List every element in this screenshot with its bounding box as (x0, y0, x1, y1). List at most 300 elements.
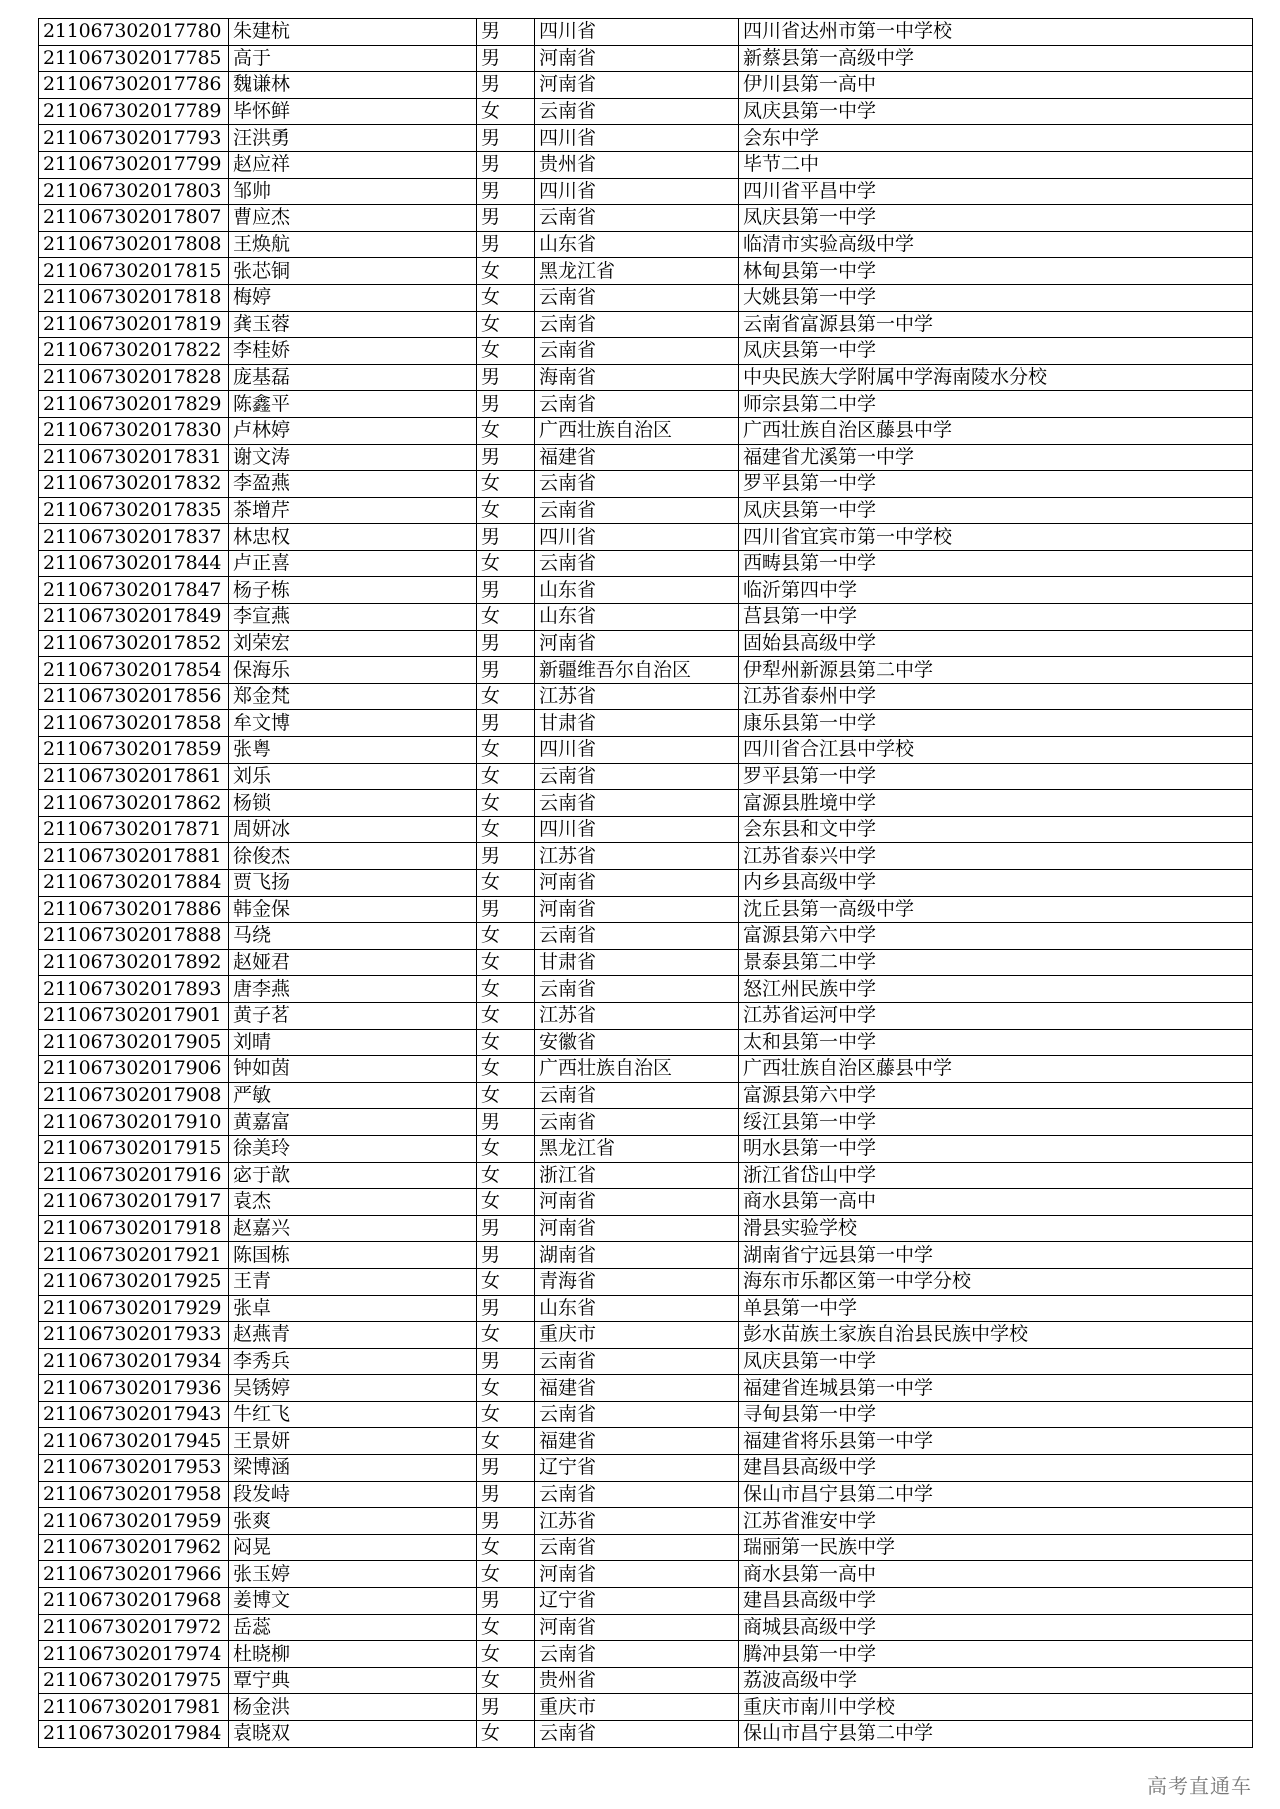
cell-province: 山东省 (535, 231, 739, 258)
cell-gender: 女 (477, 258, 535, 285)
table-row (39, 630, 1253, 657)
cell-province: 四川省 (535, 19, 739, 46)
cell-id: 211067302017962 (39, 1534, 229, 1561)
cell-school: 凤庆县第一中学 (739, 205, 1253, 232)
cell-gender: 男 (477, 896, 535, 923)
cell-gender: 男 (477, 231, 535, 258)
cell-gender: 女 (477, 1056, 535, 1083)
cell-id: 211067302017905 (39, 1029, 229, 1056)
cell-school: 罗平县第一中学 (739, 471, 1253, 498)
cell-name: 龚玉蓉 (229, 311, 477, 338)
cell-school: 湖南省宁远县第一中学 (739, 1242, 1253, 1269)
cell-province: 山东省 (535, 577, 739, 604)
cell-school: 彭水苗族土家族自治县民族中学校 (739, 1322, 1253, 1349)
cell-province: 河南省 (535, 870, 739, 897)
cell-province: 云南省 (535, 1401, 739, 1428)
cell-id: 211067302017859 (39, 737, 229, 764)
cell-name: 贾飞扬 (229, 870, 477, 897)
cell-school: 福建省连城县第一中学 (739, 1375, 1253, 1402)
cell-province: 福建省 (535, 444, 739, 471)
cell-province: 江苏省 (535, 1002, 739, 1029)
cell-gender: 男 (477, 72, 535, 99)
cell-province: 山东省 (535, 604, 739, 631)
cell-name: 黄嘉富 (229, 1109, 477, 1136)
table-row (39, 231, 1253, 258)
cell-id: 211067302017888 (39, 923, 229, 950)
cell-id: 211067302017780 (39, 19, 229, 46)
cell-gender: 女 (477, 1162, 535, 1189)
cell-school: 师宗县第二中学 (739, 391, 1253, 418)
cell-id: 211067302017858 (39, 710, 229, 737)
cell-id: 211067302017785 (39, 45, 229, 72)
table-row (39, 843, 1253, 870)
cell-id: 211067302017966 (39, 1561, 229, 1588)
cell-id: 211067302017886 (39, 896, 229, 923)
table-row (39, 923, 1253, 950)
cell-name: 黄子茗 (229, 1002, 477, 1029)
table-row (39, 604, 1253, 631)
cell-school: 建昌县高级中学 (739, 1455, 1253, 1482)
cell-school: 西畴县第一中学 (739, 550, 1253, 577)
cell-school: 会东县和文中学 (739, 816, 1253, 843)
cell-school: 荔波高级中学 (739, 1667, 1253, 1694)
cell-name: 赵嘉兴 (229, 1215, 477, 1242)
cell-name: 王焕航 (229, 231, 477, 258)
cell-gender: 女 (477, 870, 535, 897)
cell-province: 广西壮族自治区 (535, 1056, 739, 1083)
cell-name: 刘乐 (229, 763, 477, 790)
cell-school: 江苏省泰兴中学 (739, 843, 1253, 870)
cell-id: 211067302017934 (39, 1348, 229, 1375)
cell-school: 建昌县高级中学 (739, 1588, 1253, 1615)
cell-school: 江苏省泰州中学 (739, 683, 1253, 710)
table-row (39, 550, 1253, 577)
cell-province: 浙江省 (535, 1162, 739, 1189)
cell-name: 徐美玲 (229, 1135, 477, 1162)
cell-province: 江苏省 (535, 1508, 739, 1535)
cell-school: 四川省达州市第一中学校 (739, 19, 1253, 46)
cell-province: 云南省 (535, 311, 739, 338)
cell-province: 江苏省 (535, 843, 739, 870)
cell-province: 云南省 (535, 284, 739, 311)
cell-province: 河南省 (535, 630, 739, 657)
table-row (39, 1002, 1253, 1029)
cell-id: 211067302017884 (39, 870, 229, 897)
cell-gender: 女 (477, 1641, 535, 1668)
cell-gender: 女 (477, 1667, 535, 1694)
cell-school: 单县第一中学 (739, 1295, 1253, 1322)
cell-gender: 男 (477, 444, 535, 471)
cell-name: 钟如茵 (229, 1056, 477, 1083)
cell-name: 牛红飞 (229, 1401, 477, 1428)
cell-name: 李秀兵 (229, 1348, 477, 1375)
cell-id: 211067302017929 (39, 1295, 229, 1322)
cell-gender: 男 (477, 1508, 535, 1535)
table-row (39, 1189, 1253, 1216)
cell-school: 云南省富源县第一中学 (739, 311, 1253, 338)
cell-province: 四川省 (535, 178, 739, 205)
cell-gender: 女 (477, 790, 535, 817)
table-row (39, 1667, 1253, 1694)
cell-id: 211067302017945 (39, 1428, 229, 1455)
cell-school: 中央民族大学附属中学海南陵水分校 (739, 364, 1253, 391)
cell-school: 伊川县第一高中 (739, 72, 1253, 99)
cell-name: 高于 (229, 45, 477, 72)
cell-province: 甘肃省 (535, 949, 739, 976)
cell-province: 云南省 (535, 1481, 739, 1508)
cell-province: 海南省 (535, 364, 739, 391)
cell-school: 浙江省岱山中学 (739, 1162, 1253, 1189)
cell-gender: 女 (477, 923, 535, 950)
cell-school: 海东市乐都区第一中学分校 (739, 1268, 1253, 1295)
cell-name: 段发峙 (229, 1481, 477, 1508)
cell-province: 青海省 (535, 1268, 739, 1295)
table-row (39, 870, 1253, 897)
cell-gender: 女 (477, 949, 535, 976)
cell-school: 会东中学 (739, 125, 1253, 152)
table-row (39, 1508, 1253, 1535)
cell-school: 江苏省运河中学 (739, 1002, 1253, 1029)
table-row (39, 284, 1253, 311)
cell-id: 211067302017862 (39, 790, 229, 817)
cell-school: 大姚县第一中学 (739, 284, 1253, 311)
cell-id: 211067302017871 (39, 816, 229, 843)
cell-gender: 女 (477, 550, 535, 577)
table-row (39, 1162, 1253, 1189)
cell-id: 211067302017968 (39, 1588, 229, 1615)
cell-name: 张芯铜 (229, 258, 477, 285)
cell-school: 商水县第一高中 (739, 1561, 1253, 1588)
cell-province: 云南省 (535, 497, 739, 524)
cell-name: 杨锁 (229, 790, 477, 817)
cell-gender: 女 (477, 471, 535, 498)
cell-school: 广西壮族自治区藤县中学 (739, 1056, 1253, 1083)
table-row (39, 311, 1253, 338)
cell-id: 211067302017910 (39, 1109, 229, 1136)
cell-gender: 女 (477, 1614, 535, 1641)
cell-id: 211067302017901 (39, 1002, 229, 1029)
table-row (39, 1401, 1253, 1428)
cell-id: 211067302017984 (39, 1721, 229, 1748)
cell-province: 黑龙江省 (535, 258, 739, 285)
cell-province: 江苏省 (535, 683, 739, 710)
cell-gender: 男 (477, 19, 535, 46)
table-row (39, 524, 1253, 551)
cell-name: 岳蕊 (229, 1614, 477, 1641)
cell-school: 凤庆县第一中学 (739, 98, 1253, 125)
cell-id: 211067302017815 (39, 258, 229, 285)
table-row (39, 976, 1253, 1003)
cell-id: 211067302017915 (39, 1135, 229, 1162)
cell-province: 黑龙江省 (535, 1135, 739, 1162)
cell-province: 河南省 (535, 1614, 739, 1641)
cell-id: 211067302017933 (39, 1322, 229, 1349)
cell-gender: 女 (477, 417, 535, 444)
cell-gender: 女 (477, 1428, 535, 1455)
cell-province: 云南省 (535, 1721, 739, 1748)
student-roster-table (38, 18, 1253, 1748)
cell-id: 211067302017906 (39, 1056, 229, 1083)
table-row (39, 338, 1253, 365)
cell-id: 211067302017819 (39, 311, 229, 338)
cell-school: 罗平县第一中学 (739, 763, 1253, 790)
table-row (39, 45, 1253, 72)
table-row (39, 1029, 1253, 1056)
cell-school: 腾冲县第一中学 (739, 1641, 1253, 1668)
cell-province: 云南省 (535, 1348, 739, 1375)
cell-province: 云南省 (535, 923, 739, 950)
cell-gender: 女 (477, 976, 535, 1003)
cell-name: 谢文涛 (229, 444, 477, 471)
cell-gender: 男 (477, 1694, 535, 1721)
cell-gender: 男 (477, 524, 535, 551)
cell-name: 袁晓双 (229, 1721, 477, 1748)
cell-province: 重庆市 (535, 1322, 739, 1349)
cell-province: 云南省 (535, 1641, 739, 1668)
cell-name: 梅婷 (229, 284, 477, 311)
cell-id: 211067302017837 (39, 524, 229, 551)
table-row (39, 125, 1253, 152)
cell-province: 云南省 (535, 976, 739, 1003)
cell-province: 福建省 (535, 1428, 739, 1455)
cell-school: 寻甸县第一中学 (739, 1401, 1253, 1428)
cell-name: 保海乐 (229, 657, 477, 684)
cell-school: 怒江州民族中学 (739, 976, 1253, 1003)
cell-name: 刘晴 (229, 1029, 477, 1056)
table-row (39, 896, 1253, 923)
table-row (39, 417, 1253, 444)
cell-name: 林忠权 (229, 524, 477, 551)
cell-name: 韩金保 (229, 896, 477, 923)
cell-province: 甘肃省 (535, 710, 739, 737)
cell-gender: 女 (477, 311, 535, 338)
cell-id: 211067302017835 (39, 497, 229, 524)
cell-gender: 男 (477, 1481, 535, 1508)
cell-name: 郑金梵 (229, 683, 477, 710)
cell-id: 211067302017881 (39, 843, 229, 870)
table-row (39, 949, 1253, 976)
cell-id: 211067302017916 (39, 1162, 229, 1189)
cell-gender: 男 (477, 843, 535, 870)
cell-province: 云南省 (535, 391, 739, 418)
cell-province: 云南省 (535, 471, 739, 498)
cell-gender: 男 (477, 577, 535, 604)
cell-name: 张玉婷 (229, 1561, 477, 1588)
cell-school: 富源县第六中学 (739, 1082, 1253, 1109)
cell-province: 河南省 (535, 1189, 739, 1216)
cell-gender: 男 (477, 205, 535, 232)
cell-gender: 男 (477, 1215, 535, 1242)
cell-id: 211067302017893 (39, 976, 229, 1003)
cell-name: 王景妍 (229, 1428, 477, 1455)
cell-id: 211067302017925 (39, 1268, 229, 1295)
cell-gender: 女 (477, 1189, 535, 1216)
table-row (39, 19, 1253, 46)
cell-name: 张爽 (229, 1508, 477, 1535)
table-row (39, 737, 1253, 764)
cell-name: 李宣燕 (229, 604, 477, 631)
cell-school: 保山市昌宁县第二中学 (739, 1721, 1253, 1748)
cell-school: 沈丘县第一高级中学 (739, 896, 1253, 923)
cell-gender: 女 (477, 1561, 535, 1588)
cell-province: 福建省 (535, 1375, 739, 1402)
cell-gender: 男 (477, 1242, 535, 1269)
cell-gender: 男 (477, 1348, 535, 1375)
cell-gender: 女 (477, 1401, 535, 1428)
cell-school: 凤庆县第一中学 (739, 497, 1253, 524)
cell-school: 林甸县第一中学 (739, 258, 1253, 285)
table-row (39, 657, 1253, 684)
table-row (39, 471, 1253, 498)
cell-gender: 女 (477, 763, 535, 790)
cell-name: 李盈燕 (229, 471, 477, 498)
cell-id: 211067302017917 (39, 1189, 229, 1216)
cell-province: 贵州省 (535, 151, 739, 178)
cell-province: 云南省 (535, 1534, 739, 1561)
cell-province: 河南省 (535, 1215, 739, 1242)
cell-gender: 男 (477, 1109, 535, 1136)
cell-school: 莒县第一中学 (739, 604, 1253, 631)
cell-id: 211067302017943 (39, 1401, 229, 1428)
table-row (39, 258, 1253, 285)
cell-id: 211067302017831 (39, 444, 229, 471)
cell-gender: 女 (477, 816, 535, 843)
table-row (39, 1082, 1253, 1109)
cell-name: 杨金洪 (229, 1694, 477, 1721)
table-row (39, 364, 1253, 391)
cell-name: 王青 (229, 1268, 477, 1295)
cell-province: 四川省 (535, 125, 739, 152)
cell-school: 凤庆县第一中学 (739, 338, 1253, 365)
cell-school: 景泰县第二中学 (739, 949, 1253, 976)
table-row (39, 1481, 1253, 1508)
cell-school: 商城县高级中学 (739, 1614, 1253, 1641)
cell-province: 云南省 (535, 98, 739, 125)
cell-school: 康乐县第一中学 (739, 710, 1253, 737)
cell-province: 安徽省 (535, 1029, 739, 1056)
cell-id: 211067302017958 (39, 1481, 229, 1508)
cell-province: 云南省 (535, 790, 739, 817)
cell-school: 临清市实验高级中学 (739, 231, 1253, 258)
table-row (39, 205, 1253, 232)
cell-name: 邹帅 (229, 178, 477, 205)
cell-gender: 男 (477, 630, 535, 657)
cell-id: 211067302017849 (39, 604, 229, 631)
cell-id: 211067302017844 (39, 550, 229, 577)
cell-school: 绥江县第一中学 (739, 1109, 1253, 1136)
cell-name: 马绕 (229, 923, 477, 950)
cell-gender: 女 (477, 683, 535, 710)
table-row (39, 710, 1253, 737)
cell-id: 211067302017799 (39, 151, 229, 178)
table-row (39, 497, 1253, 524)
cell-name: 李桂娇 (229, 338, 477, 365)
watermark-text: 高考直通车 (1147, 1774, 1252, 1798)
cell-name: 赵燕青 (229, 1322, 477, 1349)
cell-id: 211067302017854 (39, 657, 229, 684)
cell-school: 伊犁州新源县第二中学 (739, 657, 1253, 684)
table-row (39, 1056, 1253, 1083)
cell-province: 辽宁省 (535, 1455, 739, 1482)
cell-id: 211067302017972 (39, 1614, 229, 1641)
cell-name: 朱建杭 (229, 19, 477, 46)
cell-province: 云南省 (535, 763, 739, 790)
cell-id: 211067302017974 (39, 1641, 229, 1668)
cell-school: 保山市昌宁县第二中学 (739, 1481, 1253, 1508)
cell-gender: 男 (477, 178, 535, 205)
cell-name: 茶增芹 (229, 497, 477, 524)
cell-province: 广西壮族自治区 (535, 417, 739, 444)
cell-gender: 女 (477, 338, 535, 365)
cell-gender: 女 (477, 497, 535, 524)
cell-gender: 女 (477, 1322, 535, 1349)
cell-id: 211067302017892 (39, 949, 229, 976)
cell-gender: 男 (477, 391, 535, 418)
table-row (39, 1588, 1253, 1615)
cell-school: 滑县实验学校 (739, 1215, 1253, 1242)
cell-school: 富源县胜境中学 (739, 790, 1253, 817)
table-row (39, 683, 1253, 710)
cell-name: 徐俊杰 (229, 843, 477, 870)
cell-school: 内乡县高级中学 (739, 870, 1253, 897)
cell-province: 云南省 (535, 1082, 739, 1109)
cell-id: 211067302017829 (39, 391, 229, 418)
cell-gender: 男 (477, 1455, 535, 1482)
table-row (39, 1135, 1253, 1162)
cell-name: 张卓 (229, 1295, 477, 1322)
cell-name: 张粤 (229, 737, 477, 764)
table-row (39, 1561, 1253, 1588)
cell-gender: 女 (477, 604, 535, 631)
cell-name: 赵应祥 (229, 151, 477, 178)
cell-name: 周妍冰 (229, 816, 477, 843)
cell-gender: 女 (477, 1268, 535, 1295)
cell-name: 赵娅君 (229, 949, 477, 976)
cell-school: 富源县第六中学 (739, 923, 1253, 950)
cell-gender: 男 (477, 710, 535, 737)
cell-gender: 女 (477, 1375, 535, 1402)
cell-school: 四川省宜宾市第一中学校 (739, 524, 1253, 551)
cell-gender: 男 (477, 151, 535, 178)
cell-school: 四川省合江县中学校 (739, 737, 1253, 764)
cell-province: 云南省 (535, 338, 739, 365)
table-row (39, 816, 1253, 843)
table-row (39, 577, 1253, 604)
cell-province: 河南省 (535, 72, 739, 99)
table-row (39, 1455, 1253, 1482)
table-row (39, 444, 1253, 471)
cell-id: 211067302017786 (39, 72, 229, 99)
cell-gender: 男 (477, 1588, 535, 1615)
cell-school: 明水县第一中学 (739, 1135, 1253, 1162)
cell-school: 毕节二中 (739, 151, 1253, 178)
cell-name: 姜博文 (229, 1588, 477, 1615)
cell-gender: 女 (477, 1082, 535, 1109)
table-row (39, 1375, 1253, 1402)
table-row (39, 1268, 1253, 1295)
cell-gender: 女 (477, 1721, 535, 1748)
cell-province: 辽宁省 (535, 1588, 739, 1615)
cell-gender: 女 (477, 98, 535, 125)
roster-body (39, 19, 1253, 1748)
cell-school: 四川省平昌中学 (739, 178, 1253, 205)
cell-id: 211067302017828 (39, 364, 229, 391)
cell-province: 河南省 (535, 45, 739, 72)
cell-name: 汪洪勇 (229, 125, 477, 152)
cell-id: 211067302017832 (39, 471, 229, 498)
cell-id: 211067302017921 (39, 1242, 229, 1269)
table-row (39, 72, 1253, 99)
